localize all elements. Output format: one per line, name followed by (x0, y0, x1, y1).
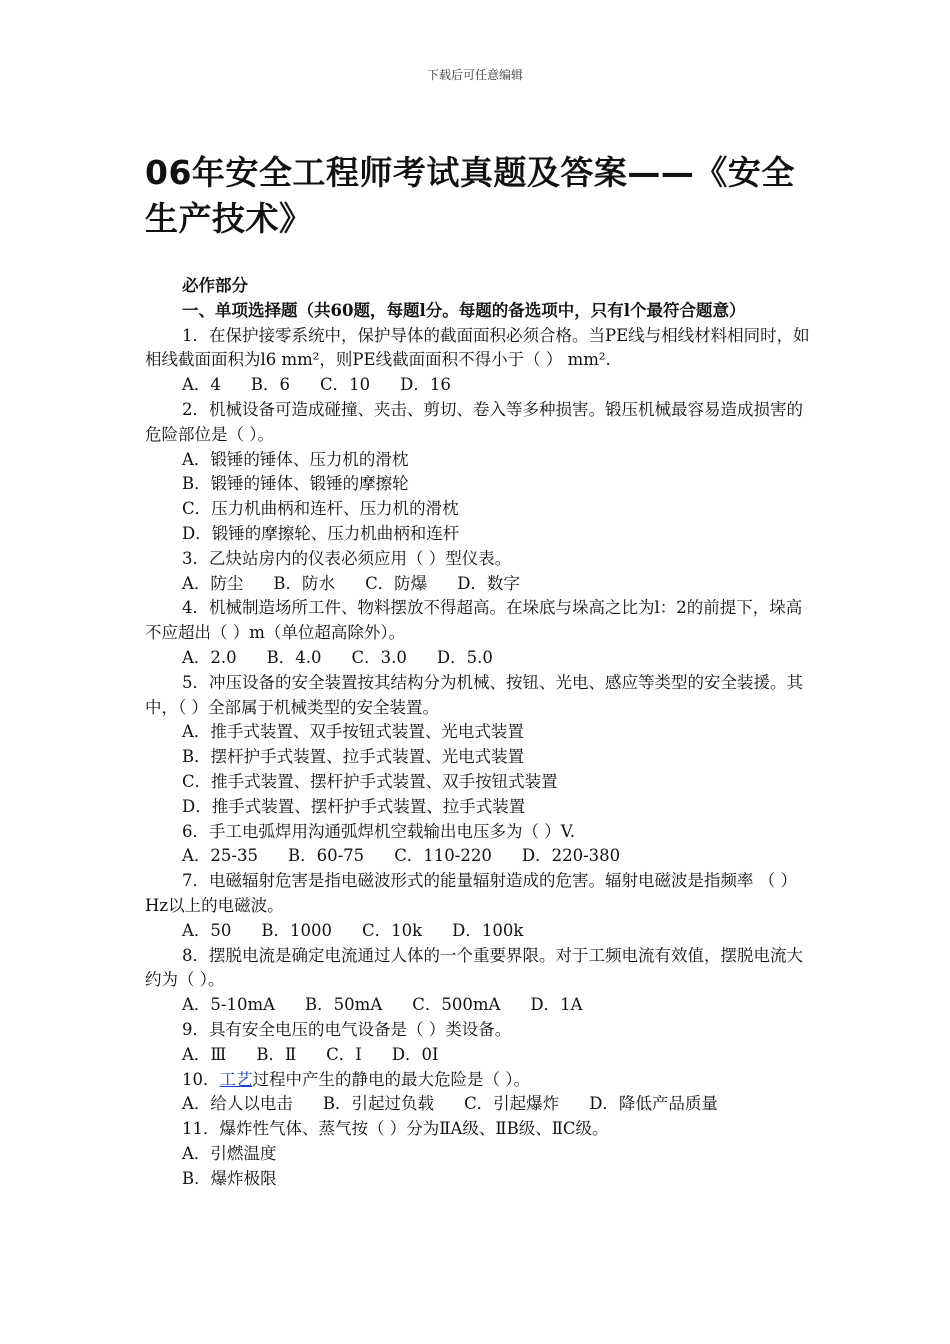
option: B．1000 (261, 920, 333, 940)
question-9: 9．具有安全电压的电气设备是（ ）类设备。 (182, 1019, 512, 1039)
option: D．16 (400, 375, 451, 395)
question-4: 4．机械制造场所工件、物料摆放不得超高。在垛底与垛高之比为l：2的前提下，垛高不应超出（ ）m（单位超高除外）。 (145, 598, 803, 643)
question-9-options (145, 1043, 810, 1068)
question-10 (145, 1068, 810, 1093)
question-10-options (145, 1092, 810, 1117)
option: D．降低产品质量 (589, 1094, 718, 1114)
question-8-options (145, 993, 810, 1018)
question-1-options (145, 373, 810, 398)
option: D．100k (452, 920, 524, 940)
option: A．5-10mA (182, 995, 276, 1015)
option: A．4 (182, 375, 221, 395)
option: C．110-220 (394, 846, 492, 866)
option: A．50 (182, 920, 232, 940)
page-header: 下载后可任意编辑 (426, 68, 523, 82)
question-6-options (145, 844, 810, 869)
option: A．给人以电击 (182, 1094, 293, 1114)
option: B．60-75 (287, 846, 365, 866)
option: D．推手式装置、摆杆护手式装置、拉手式装置 (182, 796, 526, 816)
option: C．500mA (412, 995, 501, 1015)
document-title: 06年安全工程师考试真题及答案——《安全生产技术》 (145, 153, 795, 238)
option: A．防尘 (182, 573, 244, 593)
question-7-options (145, 919, 810, 944)
question-3-options (145, 572, 810, 597)
question-10-number: 10． (182, 1069, 220, 1089)
question-7: 7．电磁辐射危害是指电磁波形式的能量辐射造成的危害。辐射电磁波是指频率 （ ）Hz以上的电磁波。 (145, 871, 797, 915)
option: A．推手式装置、双手按钮式装置、光电式装置 (182, 722, 524, 742)
question-11: 11．爆炸性气体、蒸气按（ ）分为ⅡA级、ⅡB级、ⅡC级。 (182, 1119, 609, 1139)
option: D．锻锤的摩擦轮、压力机曲柄和连杆 (182, 523, 460, 543)
option: C．3.0 (351, 647, 407, 667)
option: C．推手式装置、摆杆护手式装置、双手按钮式装置 (182, 771, 558, 791)
question-3: 3．乙炔站房内的仪表必须应用（ ）型仪表。 (182, 548, 512, 568)
option: B．6 (250, 375, 291, 395)
option: A．2.0 (182, 647, 237, 667)
option: D．1A (530, 995, 583, 1015)
question-5: 5．冲压设备的安全装置按其结构分为机械、按钮、光电、感应等类型的安全装援。其中，（ ）全部属于机械类型的安全装置。 (145, 672, 803, 717)
document-body (145, 274, 810, 1191)
craft-link[interactable]: 工艺 (219, 1069, 253, 1089)
option: C．10k (362, 920, 423, 940)
part-heading: 一、单项选择题（共60题，每题l分。每题的备选项中，只有l个最符合题意） (182, 300, 746, 320)
option: D．5.0 (436, 647, 493, 667)
option: B．Ⅱ (256, 1044, 297, 1064)
option: B．50mA (305, 995, 383, 1015)
option: D．0I (391, 1044, 439, 1064)
option: A．引燃温度 (182, 1143, 277, 1163)
option: A．锻锤的锤体、压力机的滑枕 (182, 449, 409, 469)
question-10-text: 过程中产生的静电的最大危险是（ ）。 (252, 1069, 530, 1089)
question-4-options (145, 646, 810, 671)
option: D．220-380 (521, 846, 621, 866)
question-2: 2．机械设备可造成碰撞、夹击、剪切、卷入等多种损害。锻压机械最容易造成损害的危险部位是（ ）。 (145, 399, 803, 444)
option: B．锻锤的锤体、锻锤的摩擦轮 (182, 474, 409, 494)
option: B．爆炸极限 (182, 1168, 277, 1188)
question-8: 8．摆脱电流是确定电流通过人体的一个重要界限。对于工频电流有效值，摆脱电流大约为（ ）。 (145, 945, 803, 990)
option: C．压力机曲柄和连杆、压力机的滑枕 (182, 499, 459, 519)
option: A．Ⅲ (182, 1044, 227, 1064)
option: B．4.0 (266, 647, 322, 667)
section-label: 必作部分 (182, 276, 248, 295)
option: C．I (326, 1044, 362, 1064)
option: B．引起过负载 (322, 1094, 435, 1114)
option: C．10 (320, 375, 371, 395)
option: B．防水 (273, 573, 336, 593)
option: A．25-35 (182, 846, 258, 866)
option: D．数字 (457, 573, 520, 593)
question-1: 1．在保护接零系统中，保护导体的截面面积必须合格。当PE线与相线材料相同时，如相线截面面积为l6 mm²，则PE线截面面积不得小于（ ） mm². (145, 325, 810, 370)
option: C．防爆 (365, 573, 428, 593)
option: B．摆杆护手式装置、拉手式装置、光电式装置 (182, 747, 525, 767)
option: C．引起爆炸 (464, 1094, 560, 1114)
question-6: 6．手工电弧焊用沟通弧焊机空载输出电压多为（ ）V. (182, 821, 576, 841)
